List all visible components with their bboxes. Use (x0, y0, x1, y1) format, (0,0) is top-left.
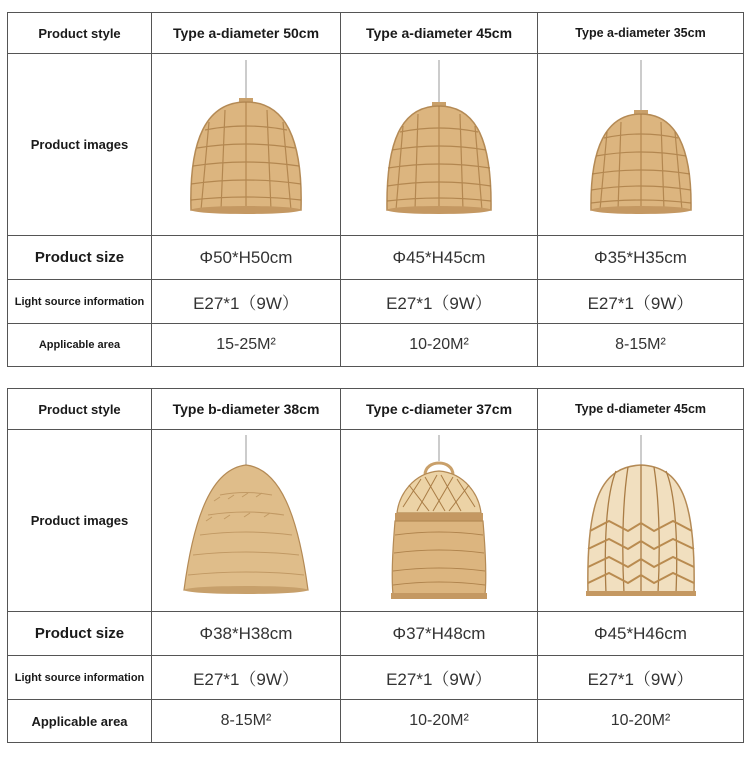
product-image-cell (152, 430, 341, 612)
applicable-area-label: Applicable area (8, 700, 152, 743)
product-image-cell (538, 54, 744, 236)
applicable-area-cell: 10-20M² (341, 700, 538, 743)
rattan-cage-lamp-icon (379, 435, 499, 607)
product-size-cell: Φ37*H48cm (341, 612, 538, 656)
applicable-area-label: Applicable area (8, 324, 152, 367)
spec-table-types-bcd (7, 388, 744, 743)
rattan-bell-lamp-icon (176, 435, 316, 607)
applicable-area-cell: 10-20M² (341, 324, 538, 367)
applicable-area-cell: 8-15M² (538, 324, 744, 367)
light-source-row (8, 656, 744, 700)
product-images-label: Product images (8, 54, 152, 236)
product-size-row (8, 236, 744, 280)
product-style-cell: Type b-diameter 38cm (152, 389, 341, 430)
product-image-cell (152, 54, 341, 236)
product-size-label: Product size (8, 236, 152, 280)
applicable-area-row (8, 700, 744, 743)
light-source-cell: E27*1（9W） (341, 280, 538, 324)
product-images-row (8, 430, 744, 612)
product-style-cell: Type d-diameter 45cm (538, 389, 744, 430)
product-size-cell: Φ45*H46cm (538, 612, 744, 656)
product-size-cell: Φ38*H38cm (152, 612, 341, 656)
product-size-cell: Φ45*H45cm (341, 236, 538, 280)
rattan-chevron-lamp-icon (576, 435, 706, 607)
product-style-cell: Type a-diameter 35cm (538, 13, 744, 54)
product-images-row (8, 54, 744, 236)
light-source-label: Light source information (8, 280, 152, 324)
product-style-label: Product style (8, 389, 152, 430)
product-style-row (8, 13, 744, 54)
light-source-cell: E27*1（9W） (341, 656, 538, 700)
applicable-area-cell: 8-15M² (152, 700, 341, 743)
light-source-cell: E27*1（9W） (152, 656, 341, 700)
light-source-cell: E27*1（9W） (152, 280, 341, 324)
applicable-area-cell: 10-20M² (538, 700, 744, 743)
light-source-cell: E27*1（9W） (538, 656, 744, 700)
rattan-pendant-lamp-icon (576, 60, 706, 230)
light-source-cell: E27*1（9W） (538, 280, 744, 324)
applicable-area-row (8, 324, 744, 367)
product-image-cell (341, 430, 538, 612)
product-image-cell (538, 430, 744, 612)
applicable-area-cell: 15-25M² (152, 324, 341, 367)
rattan-pendant-lamp-icon (374, 60, 504, 230)
product-size-row (8, 612, 744, 656)
product-style-cell: Type c-diameter 37cm (341, 389, 538, 430)
light-source-label: Light source information (8, 656, 152, 700)
product-size-label: Product size (8, 612, 152, 656)
product-style-row (8, 389, 744, 430)
product-style-cell: Type a-diameter 50cm (152, 13, 341, 54)
product-images-label: Product images (8, 430, 152, 612)
product-image-cell (341, 54, 538, 236)
rattan-pendant-lamp-icon (181, 60, 311, 230)
light-source-row (8, 280, 744, 324)
product-size-cell: Φ50*H50cm (152, 236, 341, 280)
spec-table-type-a (7, 12, 744, 367)
product-style-cell: Type a-diameter 45cm (341, 13, 538, 54)
product-style-label: Product style (8, 13, 152, 54)
product-size-cell: Φ35*H35cm (538, 236, 744, 280)
